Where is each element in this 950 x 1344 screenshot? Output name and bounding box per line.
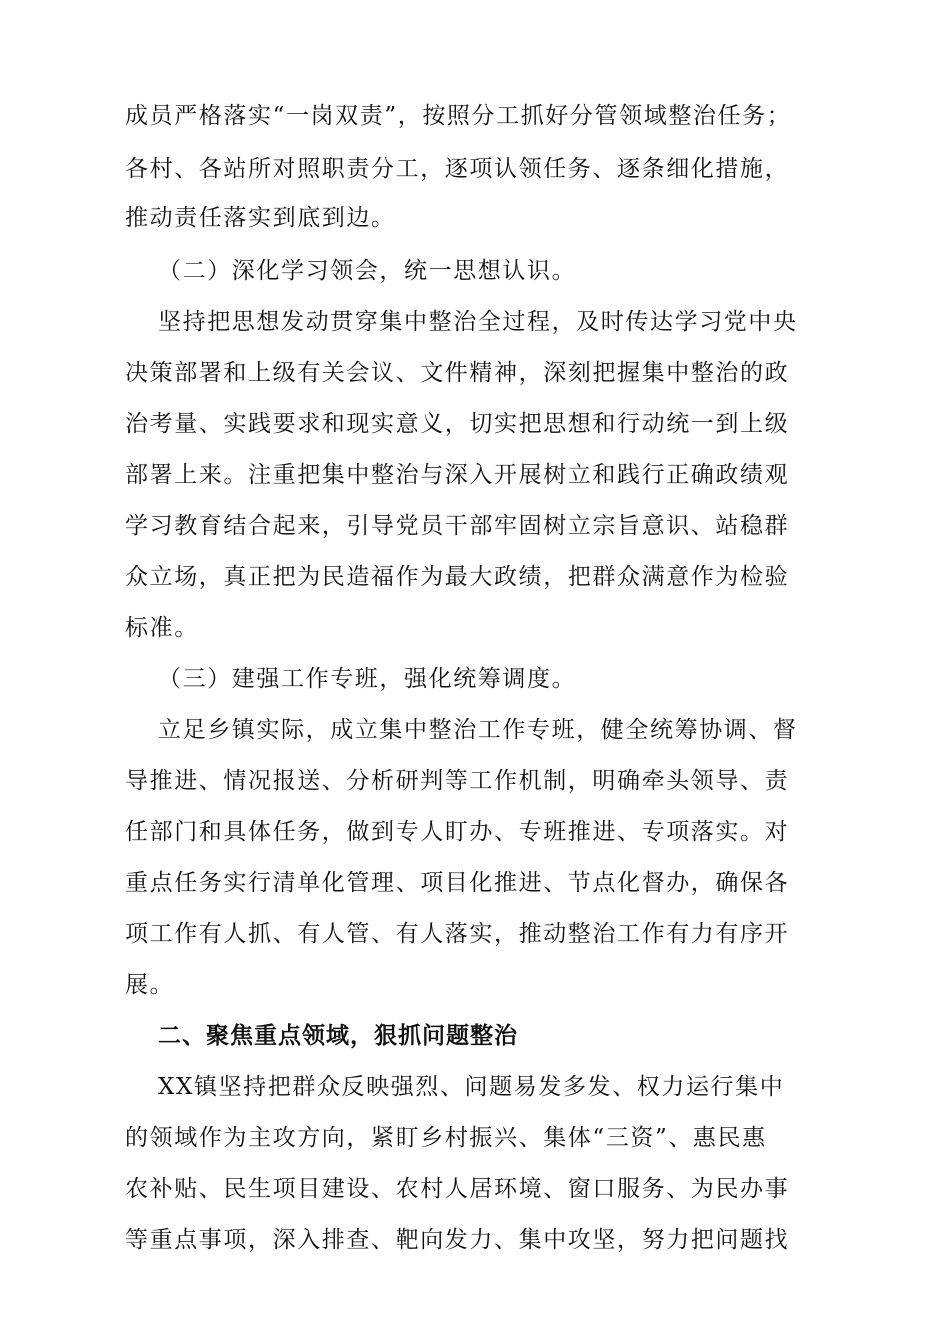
body-text-line: 农补贴、民生项目建设、农村人居环境、窗口服务、为民办事 — [125, 1176, 790, 1202]
body-text-line: 等重点事项，深入排查、靶向发力、集中攻坚，努力把问题找 — [125, 1227, 790, 1253]
body-text-line: 的领域作为主攻方向，紧盯乡村振兴、集体“三资”、惠民惠 — [125, 1125, 767, 1151]
body-text-line: 众立场，真正把为民造福作为最大政绩，把群众满意作为检验 — [125, 564, 790, 590]
body-text-line: 任部门和具体任务，做到专人盯办、专班推进、专项落实。对 — [125, 819, 790, 845]
body-text-line: 展。 — [125, 972, 175, 998]
body-text-line: 导推进、情况报送、分析研判等工作机制，明确牵头领导、责 — [125, 768, 790, 794]
section-heading: 二、聚焦重点领域，狠抓问题整治 — [158, 1023, 518, 1049]
body-text-line: XX镇坚持把群众反映强烈、问题易发多发、权力运行集中 — [158, 1074, 785, 1100]
body-text-line: 学习教育结合起来，引导党员干部牢固树立宗旨意识、站稳群 — [125, 513, 790, 539]
body-text-line: 项工作有人抓、有人管、有人落实，推动整治工作有力有序开 — [125, 921, 790, 947]
body-text-line: 部署上来。注重把集中整治与深入开展树立和践行正确政绩观 — [125, 462, 790, 488]
body-text-line: 坚持把思想发动贯穿集中整治全过程，及时传达学习党中央 — [158, 309, 798, 335]
body-text-line: 各村、各站所对照职责分工，逐项认领任务、逐条细化措施， — [125, 156, 790, 182]
body-text-line: 重点任务实行清单化管理、项目化推进、节点化督办，确保各 — [125, 870, 790, 896]
section-subheading: （三）建强工作专班，强化统筹调度。 — [158, 666, 577, 692]
body-text-line: 推动责任落实到底到边。 — [125, 205, 396, 231]
body-text-line: 立足乡镇实际，成立集中整治工作专班，健全统筹协调、督 — [158, 717, 798, 743]
body-text-line: 决策部署和上级有关会议、文件精神，深刻把握集中整治的政 — [125, 360, 790, 386]
body-text-line: 标准。 — [125, 615, 199, 641]
section-subheading: （二）深化学习领会，统一思想认识。 — [158, 258, 577, 284]
body-text-line: 治考量、实践要求和现实意义，切实把思想和行动统一到上级 — [125, 411, 790, 437]
body-text-line: 成员严格落实“一岗双责”，按照分工抓好分管领域整治任务； — [125, 103, 792, 129]
